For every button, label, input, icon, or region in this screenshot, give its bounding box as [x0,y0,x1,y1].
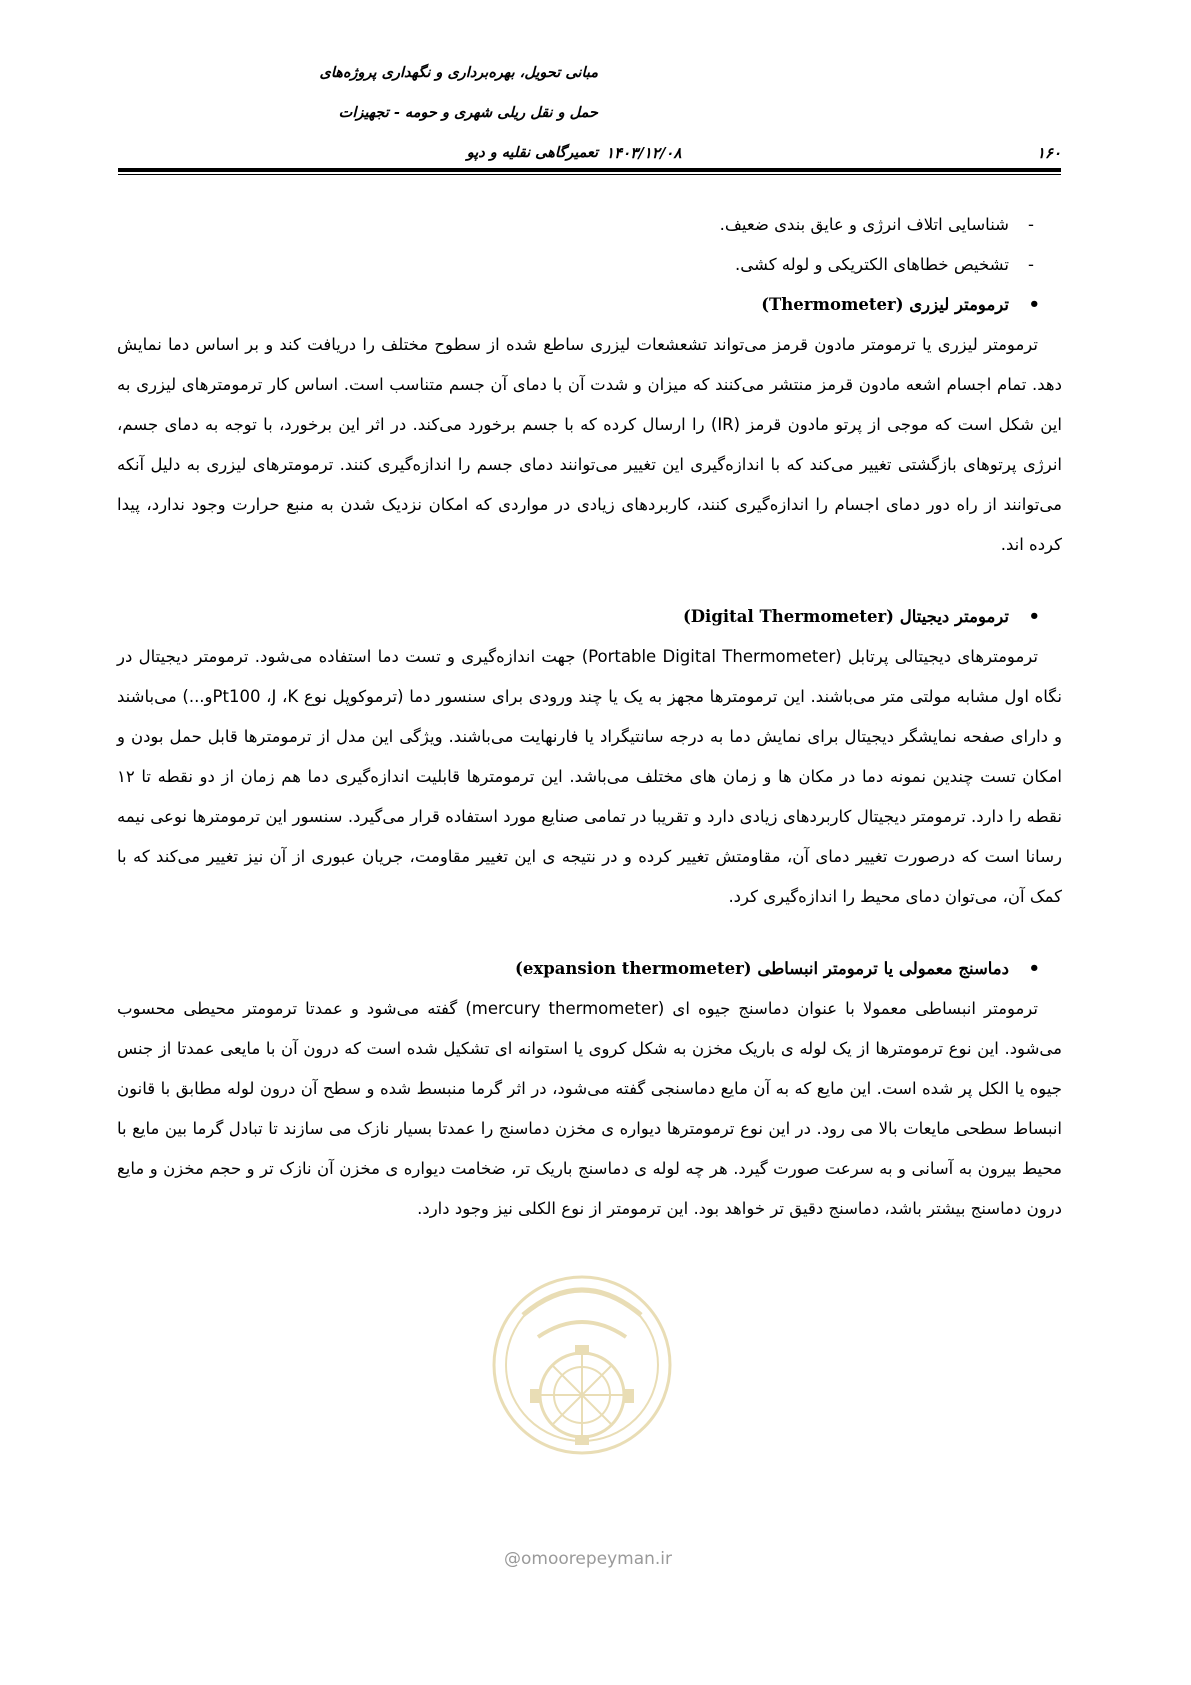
bullet-icon: • [1028,958,1040,979]
header-date: ۱۴۰۳/۱۲/۰۸ [606,144,682,162]
list-item-text: شناسایی اتلاف انرژی و عایق بندی ضعیف. [719,215,1009,234]
section-paragraph-laser [117,325,1062,565]
page-header [118,60,1061,175]
paragraph-text: ترمومتر انبساطی معمولا با عنوان دماسنج جیوه ای (mercury thermometer) گفته می‌شود و عمدتا ترمومتر محیطی محسوب می‌شود. این نوع ترمومترها از یک لوله ی باریک مخزن به شکل کروی یا استوانه ای تشکیل شده است که درون آن با مایعی عمدتا از جنس جیوه یا الکل پر شده است. این مایع که به آن مایع دماسنجی گفته می‌شود، در اثر گرما منبسط شده و سطح آن درون لوله مطابق با قانون انبساط سطحی مایعات بالا می رود. در این نوع ترمومترها دیواره ی مخزن دماسنج را عمدتا بسیار نازک می سازند تا تبادل گرما بین مایع با محیط بیرون به آسانی و به سرعت صورت گیرد. هر چه لوله ی دماسنج باریک تر، ضخامت دیواره ی مخزن آن نازک تر و حجم مخزن و مایع درون دماسنج بیشتر باشد، دماسنج دقیق تر خواهد بود. این ترمومتر از نوع الکلی نیز وجود دارد. [117,999,1062,1218]
section-gap [117,565,1062,597]
paragraph-text: ترمومترهای دیجیتالی پرتابل (Portable Digital Thermometer) جهت اندازه‌گیری و تست دما استفاده می‌شود. ترمومتر دیجیتال در نگاه اول مشابه مولتی متر می‌باشند. این ترمومترها مجهز به یک یا چند ورودی برای سنسور دما (ترموکوپل نوع Pt100 ،J ،Kو...) می‌باشند و دارای صفحه نمایشگر دیجیتال برای نمایش دما به درجه سانتیگراد یا فارنهایت می‌باشند. ویژگی این مدل از ترمومترها قابل حمل بودن و امکان تست چندین نمونه دما در مکان ها و زمان های مختلف می‌باشد. این ترمومترها قابلیت اندازه‌گیری دما هم زمان از دو نقطه تا ۱۲ نقطه را دارد. ترمومتر دیجیتال کاربردهای زیادی دارد و تقریبا در تمامی صنایع مورد استفاده قرار می‌گیرد. سنسور این ترمومترها نوعی نیمه رسانا است که درصورت تغییر دمای آن، مقاومتش تغییر کرده و در نتیجه ی این تغییر مقاومت، جریان عبوری از آن نیز تغییر می‌کند که با کمک آن، می‌توان دمای محیط را اندازه‌گیری کرد. [117,647,1062,906]
header-title-line-2: حمل و نقل ریلی شهری و حومه - تجهیزات [338,104,598,121]
list-item [117,205,1062,245]
section-heading-digital [117,597,1062,637]
section-heading-text: ترمومتر دیجیتال (Digital Thermometer) [682,607,1009,626]
section-gap [117,917,1062,949]
watermark-seal-icon [483,1245,681,1495]
section-paragraph-digital [117,637,1062,917]
watermark-text: @omoorepeyman.ir [503,1549,673,1569]
page-number: ۱۶۰ [1036,144,1061,162]
dash-marker: - [1028,215,1034,234]
header-rule-thin [118,174,1061,175]
section-heading-text: ترمومتر لیزری (Thermometer) [761,295,1009,314]
bullet-icon: • [1028,606,1040,627]
section-heading-expansion [117,949,1062,989]
paragraph-text: ترمومتر لیزری یا ترمومتر مادون قرمز می‌تواند تشعشعات لیزری ساطع شده از سطوح مختلف را دریافت کند و بر اساس دما نمایش دهد. تمام اجسام اشعه مادون قرمز منتشر می‌کنند که میزان و شدت آن با دمای آن جسم متناسب است. اساس کار ترمومترهای لیزری به این شکل است که موجی از پرتو مادون قرمز (IR) را ارسال کرده که با جسم برخورد می‌کند. در اثر این برخورد، با توجه به دمای جسم، انرژی پرتوهای بازگشتی تغییر می‌کند که با اندازه‌گیری این تغییر می‌توانند دمای جسم را اندازه‌گیری کنند. ترمومترهای لیزری به دلیل آنکه می‌توانند از راه دور دمای اجسام را اندازه‌گیری کنند، کاربردهای زیادی در مواردی که امکان نزدیک شدن به منبع حرارت وجود ندارد، پیدا کرده اند. [117,335,1062,554]
header-title-line-1: مبانی تحویل، بهره‌برداری و نگهداری پروژه‌های [319,64,598,81]
section-heading-laser [117,285,1062,325]
header-rule-thick [118,168,1061,172]
section-heading-text: دماسنج معمولی یا ترمومتر انبساطی (expansion thermometer) [515,959,1009,978]
header-title-line-3: تعمیرگاهی نقلیه و دپو [466,144,598,161]
bullet-icon: • [1028,294,1040,315]
list-item [117,245,1062,285]
dash-marker: - [1028,255,1034,274]
list-item-text: تشخیص خطاهای الکتریکی و لوله کشی. [734,255,1009,274]
section-paragraph-expansion [117,989,1062,1229]
page-body [117,205,1062,1229]
